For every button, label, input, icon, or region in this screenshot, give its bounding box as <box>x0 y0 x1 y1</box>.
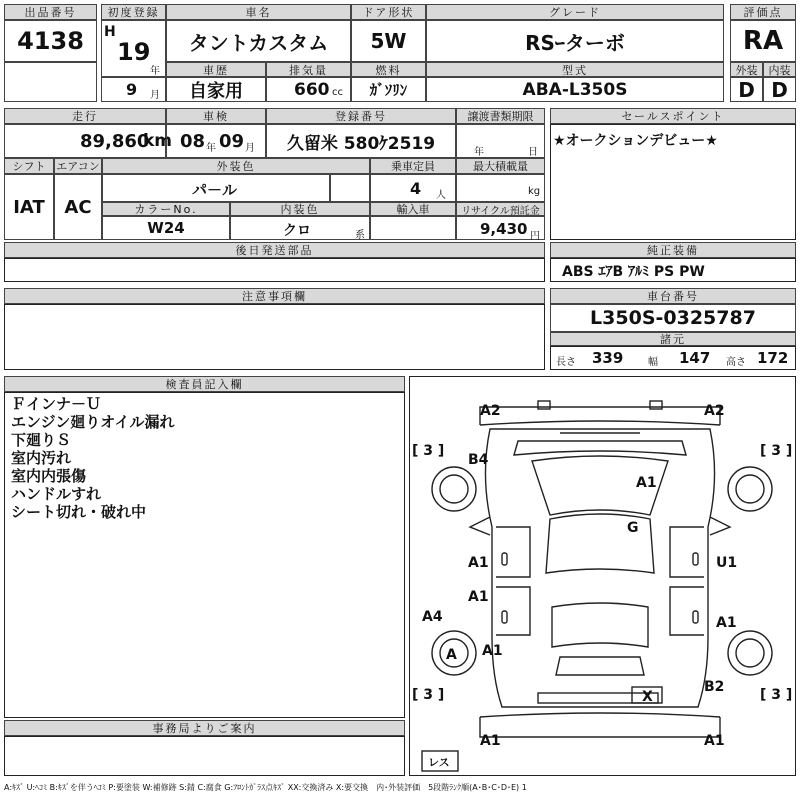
load-unit: kg <box>528 186 541 197</box>
header-displacement: 排気量 <box>266 62 351 77</box>
grade: RSｰターボ <box>426 20 724 62</box>
reg-year: 19 <box>117 38 151 66</box>
legend: A:ｷｽﾞ U:ﾍｺﾐ B:ｷｽﾞを伴うﾍｺﾐ P:要塗装 W:補修跡 S:錆 C:腐食 G:ﾌﾛﾝﾄｶﾞﾗｽ点ｷｽﾞ XX:交換済み X:要交換 内･外装評価 5段階ﾗﾝｸ順(A･B･C･D･E) 1 <box>4 783 527 792</box>
note-line: シート切れ・破れ中 <box>11 503 147 521</box>
car-name: タントカスタム <box>166 20 351 62</box>
damage-mark: A1 <box>482 643 503 659</box>
score: RA <box>730 20 796 62</box>
insp-month-unit: 月 <box>245 143 255 154</box>
header-int-color: 内装色 <box>230 202 370 216</box>
header-score: 評価点 <box>730 4 796 20</box>
damage-mark: A4 <box>422 609 443 625</box>
era: H <box>104 24 116 40</box>
damage-mark: A2 <box>704 403 725 419</box>
insp-year-unit: 年 <box>206 143 216 154</box>
air-conditioner: AC <box>54 174 102 240</box>
damage-mark: A1 <box>716 615 737 631</box>
spare-tire: レス <box>428 756 450 769</box>
damage-mark: G <box>627 520 639 536</box>
damage-mark: A1 <box>636 475 657 491</box>
height-label: 高さ <box>726 357 746 368</box>
width-label: 幅 <box>648 357 658 368</box>
note-line: ハンドルすれ <box>11 485 102 503</box>
inspector-notes <box>4 392 405 718</box>
tire-tread: [ 3 ] <box>760 443 793 459</box>
year-unit: 年 <box>150 66 160 77</box>
int-color: クロ <box>283 223 311 239</box>
header-notes: 注意事項欄 <box>4 288 545 304</box>
height: 172 <box>757 349 789 367</box>
displacement: 660 <box>294 80 330 100</box>
interior-grade: D <box>763 77 796 102</box>
tire-tread: [ 3 ] <box>412 443 445 459</box>
header-lot: 出品番号 <box>4 4 97 20</box>
header-ac: エアコン <box>54 158 102 174</box>
sales-point: ★オークションデビュー★ <box>553 133 718 149</box>
note-line: Ｆインナ－Ｕ <box>11 395 102 413</box>
lot-blank <box>4 62 97 102</box>
lot-number: 4138 <box>4 20 97 62</box>
color-no: W24 <box>102 216 230 240</box>
header-ext-color: 外装色 <box>102 158 370 174</box>
month-unit: 月 <box>150 90 160 101</box>
header-reg-no: 登録番号 <box>266 108 456 124</box>
header-later-parts: 後日発送部品 <box>4 242 545 258</box>
insp-year: 08 <box>180 131 206 152</box>
exterior-grade: D <box>730 77 763 102</box>
header-genuine-equip: 純正装備 <box>550 242 796 258</box>
note-line: 室内汚れ <box>11 449 72 467</box>
model: ABA-L350S <box>426 77 724 102</box>
header-grade: グレード <box>426 4 724 20</box>
capacity-unit: 人 <box>436 190 446 201</box>
office-box <box>4 736 405 776</box>
tire-tread: [ 3 ] <box>760 687 793 703</box>
yen-unit: 円 <box>530 231 540 242</box>
history: 自家用 <box>166 77 266 102</box>
damage-diagram <box>409 376 796 776</box>
length: 339 <box>592 349 624 367</box>
header-first-reg: 初度登録 <box>101 4 166 20</box>
width: 147 <box>679 349 711 367</box>
header-fuel: 燃料 <box>351 62 426 77</box>
mileage: 89,860 <box>80 131 150 152</box>
header-specs: 諸元 <box>550 332 796 346</box>
header-chassis: 車台番号 <box>550 288 796 304</box>
note-line: 下廻りＳ <box>11 431 72 449</box>
damage-mark: A1 <box>468 555 489 571</box>
header-mileage: 走行 <box>4 108 166 124</box>
note-line: エンジン廻りオイル漏れ <box>11 413 175 431</box>
ext-color: パ－ル <box>192 181 238 199</box>
damage-mark: B2 <box>704 679 725 695</box>
int-suffix: 系 <box>355 230 365 241</box>
reg-no: 久留米 580ｹ2519 <box>266 124 456 158</box>
later-parts-box <box>4 258 545 282</box>
length-label: 長さ <box>556 357 576 368</box>
header-max-load: 最大積載量 <box>456 158 545 174</box>
header-model: 型式 <box>426 62 724 77</box>
door-type: 5W <box>351 20 426 62</box>
header-color-no: カラーNo. <box>102 202 230 216</box>
import-box <box>370 216 456 240</box>
transfer-day-unit: 日 <box>528 147 538 158</box>
capacity: 4 <box>410 179 422 198</box>
notes-box <box>4 304 545 370</box>
header-history: 車歴 <box>166 62 266 77</box>
header-car-name: 車名 <box>166 4 351 20</box>
fuel: ｶﾞｿﾘﾝ <box>351 77 426 102</box>
damage-mark: A1 <box>468 589 489 605</box>
damage-mark: B4 <box>468 452 489 468</box>
header-recycle: リサイクル預託金 <box>456 202 545 216</box>
damage-mark: A1 <box>480 733 501 749</box>
km-unit: km <box>143 131 173 151</box>
car-outline <box>410 377 794 774</box>
header-office: 事務局よりご案内 <box>4 720 405 736</box>
damage-mark: A1 <box>704 733 725 749</box>
transfer-year-unit: 年 <box>474 147 484 158</box>
header-capacity: 乗車定員 <box>370 158 456 174</box>
header-inspection: 車検 <box>166 108 266 124</box>
chassis-number: L350S-0325787 <box>550 304 796 332</box>
header-sales-point: セールスポイント <box>550 108 796 124</box>
shift: IAT <box>4 174 54 240</box>
header-door: ドア形状 <box>351 4 426 20</box>
header-interior: 内装 <box>763 62 796 77</box>
damage-mark: A <box>446 647 457 663</box>
header-inspector: 検査員記入欄 <box>4 376 405 392</box>
header-exterior: 外装 <box>730 62 763 77</box>
recycle-fee: 9,430 <box>480 220 528 238</box>
header-transfer: 譲渡書類期限 <box>456 108 545 124</box>
damage-mark: U1 <box>716 555 738 571</box>
reg-month: 9 <box>126 80 138 99</box>
insp-month: 09 <box>219 131 245 152</box>
header-shift: シフト <box>4 158 54 174</box>
note-line: 室内内張傷 <box>11 467 87 485</box>
damage-mark: X <box>642 689 653 705</box>
damage-mark: A2 <box>480 403 501 419</box>
ext-color-extra <box>330 174 370 202</box>
header-import: 輸入車 <box>370 202 456 216</box>
tire-tread: [ 3 ] <box>412 687 445 703</box>
equipment: ABS ｴｱB ｱﾙﾐ PS PW <box>562 264 705 280</box>
cc-unit: cc <box>332 87 343 98</box>
